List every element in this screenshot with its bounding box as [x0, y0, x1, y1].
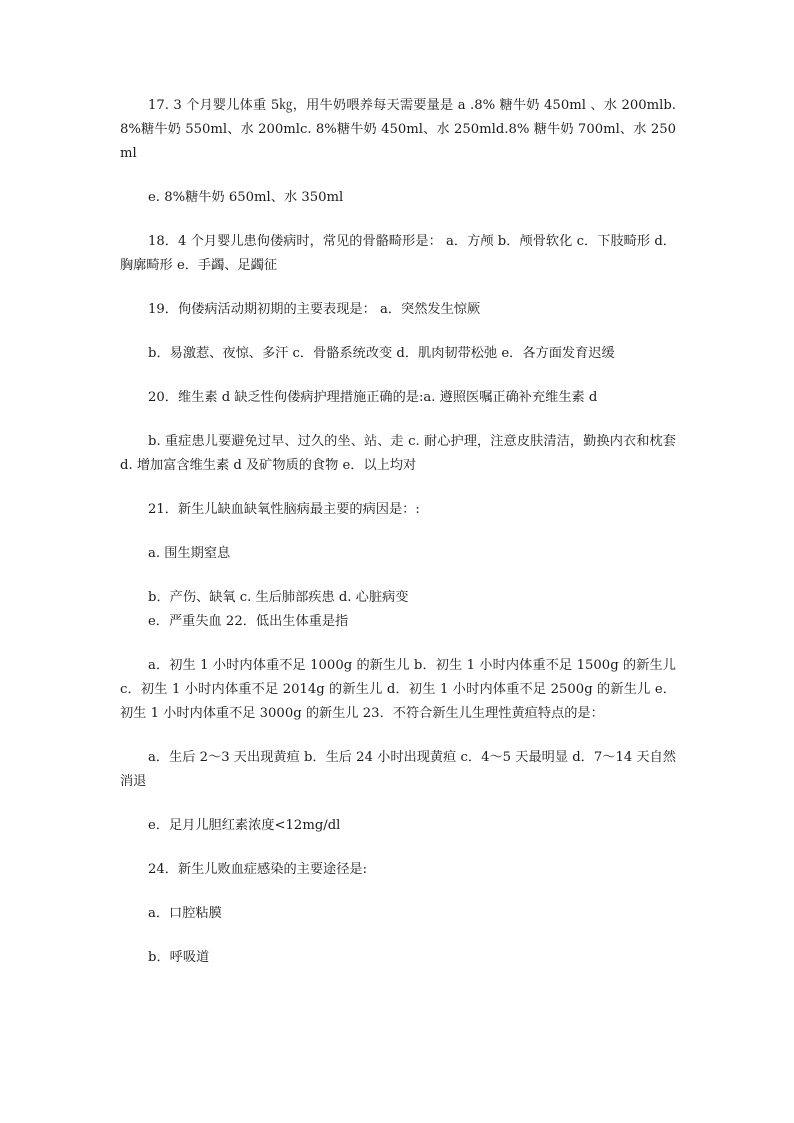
- question-23-options: a．生后 2～3 天出现黄疸 b．生后 24 小时出现黄疸 c．4～5 天最明显 d．7～14 天自然消退: [120, 750, 676, 789]
- question-23-option-e: e．足月儿胆红素浓度<12mg/dl: [148, 818, 341, 833]
- document-page: [120, 94, 676, 990]
- question-22: e．严重失血 22．低出生体重是指: [148, 614, 349, 629]
- question-24: 24．新生儿败血症感染的主要途径是:: [148, 862, 368, 877]
- question-21-option-a: a. 围生期窒息: [148, 546, 231, 561]
- question-24-option-a: a．口腔粘膜: [148, 906, 222, 921]
- question-21: 21．新生儿缺血缺氧性脑病最主要的病因是：:: [148, 502, 420, 517]
- question-20: 20．维生素 d 缺乏性佝偻病护理措施正确的是:a. 遵照医嘱正确补充维生素 d: [148, 390, 598, 405]
- question-19-options: b．易激惹、夜惊、多汗 c．骨骼系统改变 d．肌肉韧带松弛 e．各方面发育迟缓: [148, 346, 615, 361]
- question-24-option-b: b．呼吸道: [148, 950, 210, 965]
- question-18: 18．4 个月婴儿患佝偻病时，常见的骨骼畸形是： a．方颅 b．颅骨软化 c．下肢畸形 d．胸廓畸形 e．手蠲、足蠲征: [120, 234, 676, 273]
- question-17-option-e: e. 8%糖牛奶 650ml、水 350ml: [148, 190, 344, 205]
- question-19: 19．佝偻病活动期初期的主要表现是： a．突然发生惊厥: [148, 302, 481, 317]
- question-17: 17. 3 个月婴儿体重 5㎏，用牛奶喂养每天需要量是 a .8% 糖牛奶 450ml 、水 200mlb. 8%糖牛奶 550ml、水 200mlc. 8%糖牛奶 450ml、水 250mld.8% 糖牛奶 700ml、水 250ml: [120, 98, 676, 161]
- question-21-options-bcd: b．产伤、缺氧 c. 生后肺部疾患 d. 心脏病变: [148, 590, 409, 605]
- question-22-options-and-23: a．初生 1 小时内体重不足 1000g 的新生儿 b．初生 1 小时内体重不足 1500g 的新生儿 c．初生 1 小时内体重不足 2014g 的新生儿 d．初生 1 小时内体重不足 2500g 的新生儿 e．初生 1 小时内体重不足 3000g 的新生儿 23．不符合新生儿生理性黄疸特点的是：: [120, 658, 676, 721]
- question-20-options: b. 重症患儿要避免过早、过久的坐、站、走 c. 耐心护理，注意皮肤清洁，勤换内衣和枕套 d. 增加富含维生素 d 及矿物质的食物 e．以上均对: [120, 434, 676, 473]
